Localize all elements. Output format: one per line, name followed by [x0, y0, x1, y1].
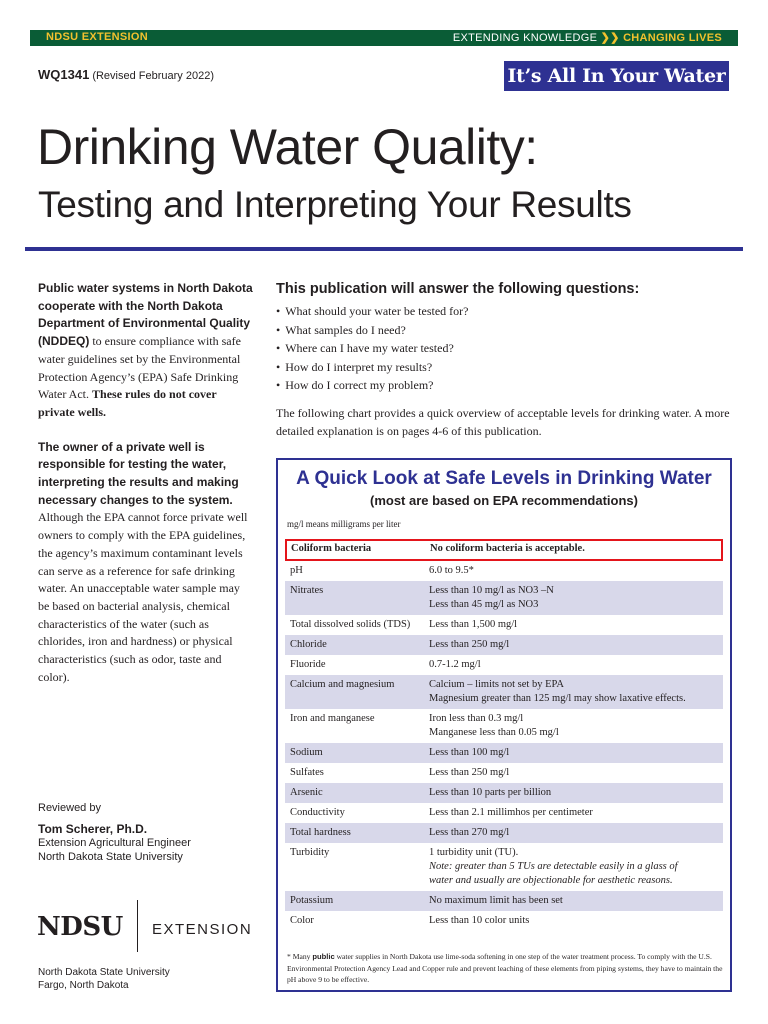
- logo-wordmark: NDSU: [37, 912, 123, 942]
- safe-level-line: Less than 10 parts per billion: [429, 787, 552, 798]
- overview-text: The following chart provides a quick overview of acceptable levels for drinking water. A more detailed explanation is on pages 4-6 of this publication.: [276, 405, 730, 438]
- safe-level: [429, 914, 529, 928]
- table-row: [285, 763, 723, 783]
- footnote-text: water supplies in North Dakota use lime-soda softening in one step of the water treatment process. To comply with the U.S. Environmental Protection Agency Lead and Copper rule and prevent leaching of these elements from piping systems, they have to maintain the pH above 9 to be effective.: [287, 952, 723, 984]
- table-row: [285, 911, 723, 931]
- chevrons-icon: ❯❯: [600, 32, 620, 44]
- contaminant-name: Sulfates: [290, 767, 324, 778]
- question-item: • What should your water be tested for?: [276, 302, 736, 321]
- table-row: [285, 823, 723, 843]
- address-block: [38, 966, 170, 992]
- safe-level: [429, 766, 509, 780]
- safe-level: [429, 584, 554, 612]
- safe-level: [429, 658, 481, 672]
- address-line-1: North Dakota State University: [38, 967, 170, 978]
- safe-level-line: Manganese less than 0.05 mg/l: [429, 727, 559, 738]
- table-footnote: [287, 951, 727, 986]
- safe-level-line: 0.7-1.2 mg/l: [429, 659, 481, 670]
- contaminant-name: Nitrates: [290, 585, 324, 596]
- owner-body: Although the EPA cannot force private well owners to comply with the EPA guidelines, the agency’s maximum contaminant levels can serve as a reference for safe drinking water. An unacceptable water sample may be based on bacterial analysis, chemical characteristics of the water (such as chlorides, iron and hardness) or physical characteristics (such as odor, taste and color).: [38, 510, 248, 684]
- safe-level: [429, 712, 559, 740]
- safe-level-note: Note: greater than 5 TUs are detectable easily in a glass of: [429, 861, 678, 872]
- safe-level-line: Magnesium greater than 125 mg/l may show laxative effects.: [429, 693, 686, 704]
- table-row: [285, 675, 723, 709]
- safe-level-line: Less than 2.1 millimhos per centimeter: [429, 807, 593, 818]
- owner-lead: The owner of a private well is responsible for testing the water, interpreting the results and making necessary changes to the system.: [38, 439, 239, 507]
- safe-level: [429, 678, 686, 706]
- revised-date: (Revised February 2022): [92, 70, 214, 82]
- page-title: Drinking Water Quality:: [37, 119, 538, 175]
- series-badge: It’s All In Your Water: [504, 61, 729, 91]
- contaminant-name: Color: [290, 915, 314, 926]
- table-row: [285, 561, 723, 581]
- intro-emphasis: These rules do not cover private wells.: [38, 387, 217, 419]
- safe-level-line: Less than 250 mg/l: [429, 639, 510, 650]
- ndsu-extension-logo: [37, 900, 267, 956]
- table-row: [285, 891, 723, 911]
- question-item: • How do I correct my problem?: [276, 376, 736, 395]
- contaminant-name: Conductivity: [290, 807, 345, 818]
- reviewer-title: Extension Agricultural Engineer: [38, 837, 191, 849]
- reviewer-block: [38, 801, 191, 864]
- page-subtitle: Testing and Interpreting Your Results: [38, 184, 632, 225]
- pub-number: WQ1341: [38, 67, 90, 82]
- questions-section: [276, 281, 736, 440]
- table-row: [285, 581, 723, 615]
- intro-body: to ensure compliance with safe water guidelines set by the Environmental Protection Agency’s (EPA) Safe Drinking Water Act.: [38, 334, 241, 402]
- safe-level: [429, 846, 678, 888]
- safe-level-line: 1 turbidity unit (TU).: [429, 847, 519, 858]
- questions-list: [276, 302, 736, 395]
- intro-column: [38, 280, 253, 703]
- table-row: [285, 615, 723, 635]
- contaminant-name: Fluoride: [290, 659, 326, 670]
- safe-level: [429, 826, 509, 840]
- units-note: mg/l means milligrams per liter: [287, 519, 401, 529]
- safe-level-line: 6.0 to 9.5*: [429, 565, 474, 576]
- safe-level-line: Less than 1,500 mg/l: [429, 619, 518, 630]
- safe-level-line: Iron less than 0.3 mg/l: [429, 713, 524, 724]
- tagline-right: CHANGING LIVES: [623, 32, 722, 44]
- table-row: [285, 655, 723, 675]
- publication-code: [38, 67, 214, 82]
- safe-levels-table: [276, 458, 732, 992]
- table-row: [285, 539, 723, 561]
- logo-divider: [137, 900, 138, 952]
- address-line-2: Fargo, North Dakota: [38, 980, 129, 991]
- contaminant-name: Iron and manganese: [290, 713, 375, 724]
- contaminant-name: Turbidity: [290, 847, 330, 858]
- safe-level: [429, 618, 517, 632]
- table-row: [285, 635, 723, 655]
- question-item: • What samples do I need?: [276, 321, 736, 340]
- safe-level: [429, 564, 474, 578]
- table-row: [285, 743, 723, 763]
- contaminant-name: Total hardness: [290, 827, 351, 838]
- question-item: • Where can I have my water tested?: [276, 339, 736, 358]
- safe-level-line: Less than 10 color units: [429, 915, 530, 926]
- safe-level: [429, 746, 509, 760]
- footnote-bold: public: [312, 952, 335, 961]
- table-rows: [285, 539, 723, 931]
- contaminant-name: Chloride: [290, 639, 327, 650]
- contaminant-name: Arsenic: [290, 787, 323, 798]
- safe-level: [429, 806, 593, 820]
- reviewer-org: North Dakota State University: [38, 851, 183, 863]
- contaminant-name: Coliform bacteria: [291, 543, 372, 554]
- safe-level-line: Less than 45 mg/l as NO3: [429, 599, 539, 610]
- intro-lead: Public water systems in North Dakota cooperate with the North Dakota Department of Environmental Quality (NDDEQ): [38, 281, 253, 349]
- logo-extension: EXTENSION: [152, 921, 253, 938]
- reviewer-name: Tom Scherer, Ph.D.: [38, 822, 148, 836]
- reviewed-label: Reviewed by: [38, 802, 101, 814]
- safe-level: [429, 786, 551, 800]
- tagline-left: EXTENDING KNOWLEDGE: [452, 32, 598, 44]
- contaminant-name: pH: [290, 565, 303, 576]
- table-row: [285, 709, 723, 743]
- intro-paragraph-1: [38, 280, 253, 422]
- footnote-star: * Many: [287, 952, 313, 961]
- table-title: A Quick Look at Safe Levels in Drinking Water: [296, 468, 712, 489]
- contaminant-name: Potassium: [290, 895, 334, 906]
- table-row: [285, 803, 723, 823]
- org-name: NDSU EXTENSION: [46, 31, 148, 43]
- safe-level: [429, 894, 563, 908]
- questions-heading: This publication will answer the following questions:: [276, 281, 640, 297]
- contaminant-name: Total dissolved solids (TDS): [290, 619, 411, 630]
- top-banner: [30, 30, 738, 46]
- tagline: [453, 31, 722, 44]
- title-divider: [25, 247, 743, 251]
- safe-level: [430, 542, 585, 556]
- safe-level-line: Less than 100 mg/l: [429, 747, 510, 758]
- safe-level-line: No coliform bacteria is acceptable.: [430, 543, 585, 554]
- question-item: • How do I interpret my results?: [276, 358, 736, 377]
- safe-level-line: Less than 10 mg/l as NO3 –N: [429, 585, 554, 596]
- table-row: [285, 783, 723, 803]
- safe-level-line: Less than 270 mg/l: [429, 827, 510, 838]
- contaminant-name: Sodium: [290, 747, 323, 758]
- intro-paragraph-2: [38, 439, 253, 687]
- safe-level-line: Calcium – limits not set by EPA: [429, 679, 564, 690]
- safe-level-note: water and usually are objectionable for aesthetic reasons.: [429, 875, 673, 886]
- table-subtitle: (most are based on EPA recommendations): [369, 493, 638, 508]
- table-row: [285, 843, 723, 891]
- contaminant-name: Calcium and magnesium: [290, 679, 395, 690]
- safe-level: [429, 638, 509, 652]
- safe-level-line: Less than 250 mg/l: [429, 767, 510, 778]
- safe-level-line: No maximum limit has been set: [429, 895, 563, 906]
